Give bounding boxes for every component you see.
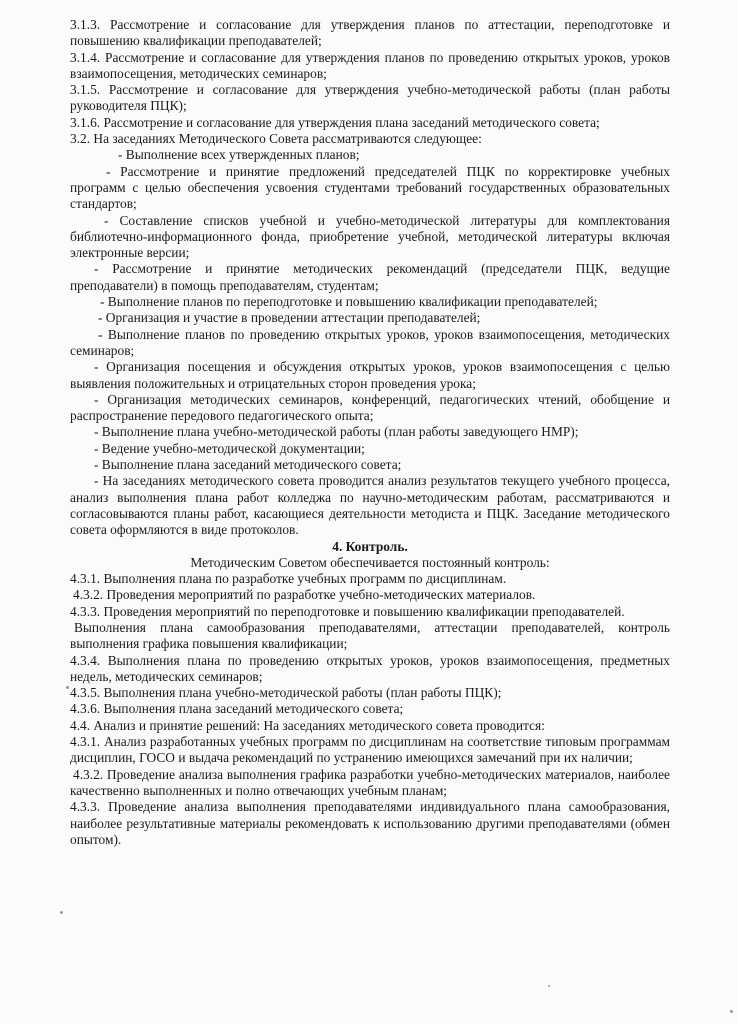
document-paragraph: 4.3.1. Анализ разработанных учебных программ по дисциплинам на соответствие типовым программам дисциплин, ГОСО и выдача рекомендаций по устранению имеющихся замечаний при их наличии; [70,734,670,766]
document-paragraph: 3.1.6. Рассмотрение и согласование для утверждения плана заседаний методического совета; [70,114,600,130]
document-paragraph: 4.3.4. Выполнения плана по проведению открытых уроков, уроков взаимопосещения, предметных недель, методических семинаров; [70,652,670,684]
scan-speck [548,985,550,987]
section-heading: 4. Контроль. [332,538,408,554]
document-paragraph: - Выполнение плана заседаний методического совета; [94,457,402,473]
document-paragraph: - Выполнение всех утвержденных планов; [118,147,360,163]
document-paragraph: - Организация и участие в проведении аттестации преподавателей; [98,310,481,326]
document-paragraph: - Выполнение планов по переподготовке и повышению квалификации преподавателей; [100,294,598,310]
document-paragraph: 4.3.3. Проведение анализа выполнения преподавателями индивидуального плана самообразования, наиболее результативные материалы рекомендовать к использованию другими преподавателями (обмен опытом). [70,799,670,847]
document-paragraph: Выполнения плана самообразования преподавателями, аттестации преподавателей, контроль выполнения графика повышения квалификации; [70,619,670,652]
scan-speck [730,1010,733,1013]
document-paragraph: 3.1.4. Рассмотрение и согласование для утверждения планов по проведению открытых уроков, уроков взаимопосещения, методических семинаров; [70,49,670,81]
document-paragraph: Методическим Советом обеспечивается постоянный контроль: [190,554,550,570]
scan-speck [66,686,69,689]
document-paragraph: 4.3.6. Выполнения плана заседаний методического совета; [70,701,404,717]
document-paragraph: - Выполнение планов по проведению открытых уроков, уроков взаимопосещения, методических семинаров; [70,326,670,358]
document-paragraph: 3.2. На заседаниях Методического Совета рассматриваются следующее: [70,131,482,147]
document-paragraph: - Рассмотрение и принятие методических рекомендаций (председатели ПЦК, ведущие преподаватели) в помощь преподавателям, студентам; [70,261,670,293]
document-paragraph: - Составление списков учебной и учебно-методической литературы для комплектования библиотечно-информационного фонда, приобретение учебной, методической литературы включая электронные версии; [70,212,670,261]
document-paragraph: - Организация посещения и обсуждения открытых уроков, уроков взаимопосещения с целью выявления положительных и отрицательных сторон проведения урока; [70,359,670,391]
scan-speck [60,911,63,914]
document-paragraph: 4.3.2. Проведения мероприятий по разработке учебно-методических материалов. [73,587,536,603]
document-paragraph: - Ведение учебно-методической документации; [94,440,365,456]
document-paragraph: 4.3.1. Выполнения плана по разработке учебных программ по дисциплинам. [70,571,507,587]
document-paragraph: 3.1.3. Рассмотрение и согласование для утверждения планов по аттестации, переподготовке и повышению квалификации преподавателей; [70,17,670,49]
document-paragraph: - На заседаниях методического совета проводится анализ результатов текущего учебного процесса, анализ выполнения плана работ колледжа по научно-методическим работам, рассматриваются и согласовываются планы работ, касающиеся деятельности методиста и ПЦК. Заседание методического совета оформляются в виде протоколов. [70,473,670,538]
document-paragraph: 4.3.5. Выполнения плана учебно-методической работы (план работы ПЦК); [70,685,502,701]
document-paragraph: 4.3.3. Проведения мероприятий по переподготовке и повышению квалификации преподавателей. [70,603,625,619]
document-paragraph: 4.3.2. Проведение анализа выполнения графика разработки учебно-методических материалов, наиболее качественно выполненных и полно отвечающих учебным планам; [70,766,670,798]
document-paragraph: - Рассмотрение и принятие предложений председателей ПЦК по корректировке учебных программ с целью обеспечения усвоения студентами требований государственных образовательных стандартов; [70,163,670,212]
document-paragraph: 3.1.5. Рассмотрение и согласование для утверждения учебно-методической работы (план работы руководителя ПЦК); [70,82,670,114]
document-paragraph: - Организация методических семинаров, конференций, педагогических чтений, обобщение и распространение передового педагогического опыта; [70,391,670,424]
document-paragraph: - Выполнение плана учебно-методической работы (план работы заведующего НМР); [94,424,579,440]
document-body [70,17,670,848]
document-paragraph: 4.4. Анализ и принятие решений: На заседаниях методического совета проводится: [70,717,545,733]
